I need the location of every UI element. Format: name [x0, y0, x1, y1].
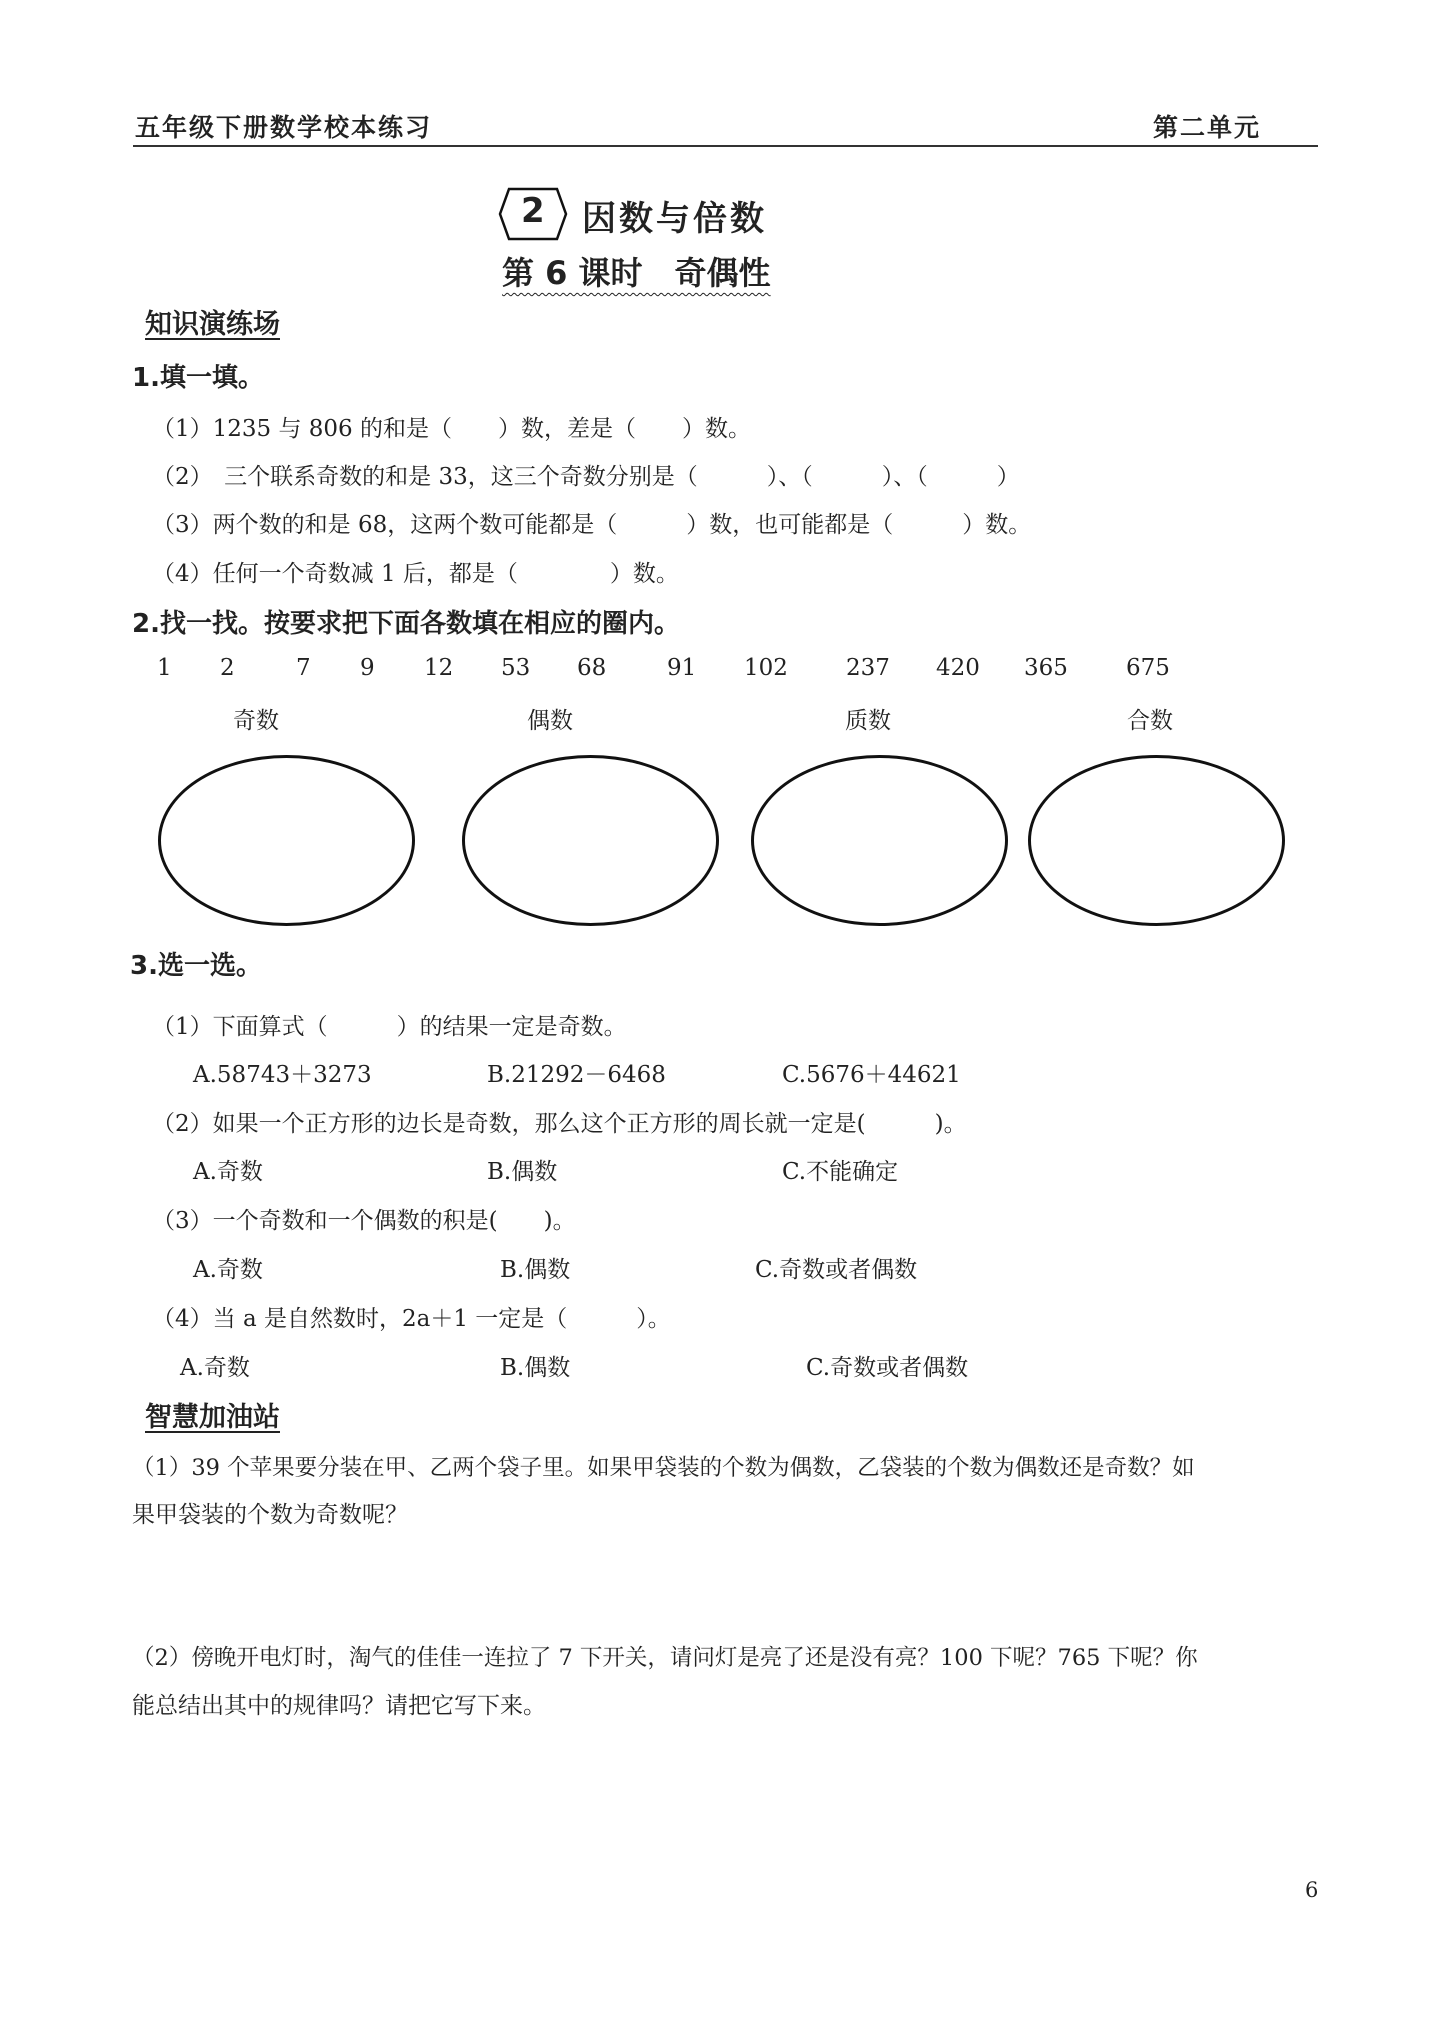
composite-circle[interactable] [1028, 755, 1285, 926]
q3-option-b: B.偶数 [500, 1355, 571, 1381]
number-item: 675 [1126, 655, 1170, 681]
header-rule [133, 145, 1318, 147]
header-right: 第二单元 [1153, 113, 1262, 142]
section-title: 智慧加油站 [145, 1402, 280, 1433]
q1-item-3: （3）两个数的和是 68，这两个数可能都是（ ）数，也可能都是（ ）数。 [152, 512, 1032, 538]
q1-item-1: （1）1235 与 806 的和是（ ）数，差是（ ）数。 [152, 416, 751, 442]
challenge-1-line-2: 果甲袋装的个数为奇数呢？ [132, 1502, 408, 1528]
q3-option-a: A.奇数 [193, 1257, 263, 1283]
number-item: 7 [296, 655, 311, 681]
q3-option-a: A.58743＋3273 [193, 1062, 372, 1088]
q1-item-4: （4）任何一个奇数减 1 后，都是（ ）数。 [152, 561, 679, 587]
number-item: 9 [360, 655, 375, 681]
q1-item-2: （2） 三个联系奇数的和是 33，这三个奇数分别是（ ）、（ ）、（ ） [152, 464, 1020, 490]
page-number: 6 [1305, 1878, 1319, 1902]
section-title: 知识演练场 [145, 309, 280, 340]
q3-option-c: C.奇数或者偶数 [755, 1257, 918, 1283]
number-item: 365 [1024, 655, 1068, 681]
circle-label-odd: 奇数 [233, 708, 279, 734]
odd-circle[interactable] [158, 755, 415, 926]
q3-item-1: （1）下面算式（ ）的结果一定是奇数。 [152, 1014, 627, 1040]
number-item: 12 [424, 655, 454, 681]
question-2-title: 2.找一找。按要求把下面各数填在相应的圈内。 [132, 609, 680, 639]
unit-number: 2 [521, 191, 545, 231]
q3-option-b: B.偶数 [487, 1159, 558, 1185]
q3-option-b: B.21292－6468 [487, 1062, 666, 1088]
prime-circle[interactable] [751, 755, 1008, 926]
q3-option-b: B.偶数 [500, 1257, 571, 1283]
unit-title: 因数与倍数 [582, 199, 767, 239]
number-item: 1 [157, 655, 172, 681]
q3-option-c: C.奇数或者偶数 [806, 1355, 969, 1381]
header-left: 五年级下册数学校本练习 [135, 113, 433, 142]
circle-label-composite: 合数 [1127, 708, 1173, 734]
lesson-title: 第 6 课时 奇偶性 [502, 254, 771, 292]
q3-option-a: A.奇数 [180, 1355, 250, 1381]
number-item: 420 [936, 655, 980, 681]
number-item: 102 [744, 655, 788, 681]
number-item: 2 [220, 655, 235, 681]
number-item: 91 [667, 655, 697, 681]
q3-option-c: C.5676＋44621 [782, 1062, 961, 1088]
q3-item-4: （4）当 a 是自然数时，2a＋1 一定是（ ）。 [152, 1306, 671, 1332]
even-circle[interactable] [462, 755, 719, 926]
number-item: 68 [577, 655, 607, 681]
q3-item-3: （3）一个奇数和一个偶数的积是( )。 [152, 1208, 576, 1234]
circle-label-prime: 质数 [845, 708, 891, 734]
q3-item-2: （2）如果一个正方形的边长是奇数，那么这个正方形的周长就一定是( )。 [152, 1111, 967, 1137]
q3-option-a: A.奇数 [193, 1159, 263, 1185]
circle-label-even: 偶数 [527, 708, 573, 734]
question-1-title: 1.填一填。 [132, 363, 264, 393]
number-item: 237 [846, 655, 890, 681]
challenge-2-line-2: 能总结出其中的规律吗？请把它写下来。 [132, 1693, 546, 1719]
challenge-2-line-1: （2）傍晚开电灯时，淘气的佳佳一连拉了 7 下开关，请问灯是亮了还是没有亮？100 下呢？765 下呢？你 [132, 1645, 1198, 1671]
number-item: 53 [501, 655, 531, 681]
challenge-1-line-1: （1）39 个苹果要分装在甲、乙两个袋子里。如果甲袋装的个数为偶数，乙袋装的个数为偶数还是奇数？如 [132, 1455, 1195, 1481]
question-3-title: 3.选一选。 [130, 951, 262, 981]
q3-option-c: C.不能确定 [782, 1159, 899, 1185]
